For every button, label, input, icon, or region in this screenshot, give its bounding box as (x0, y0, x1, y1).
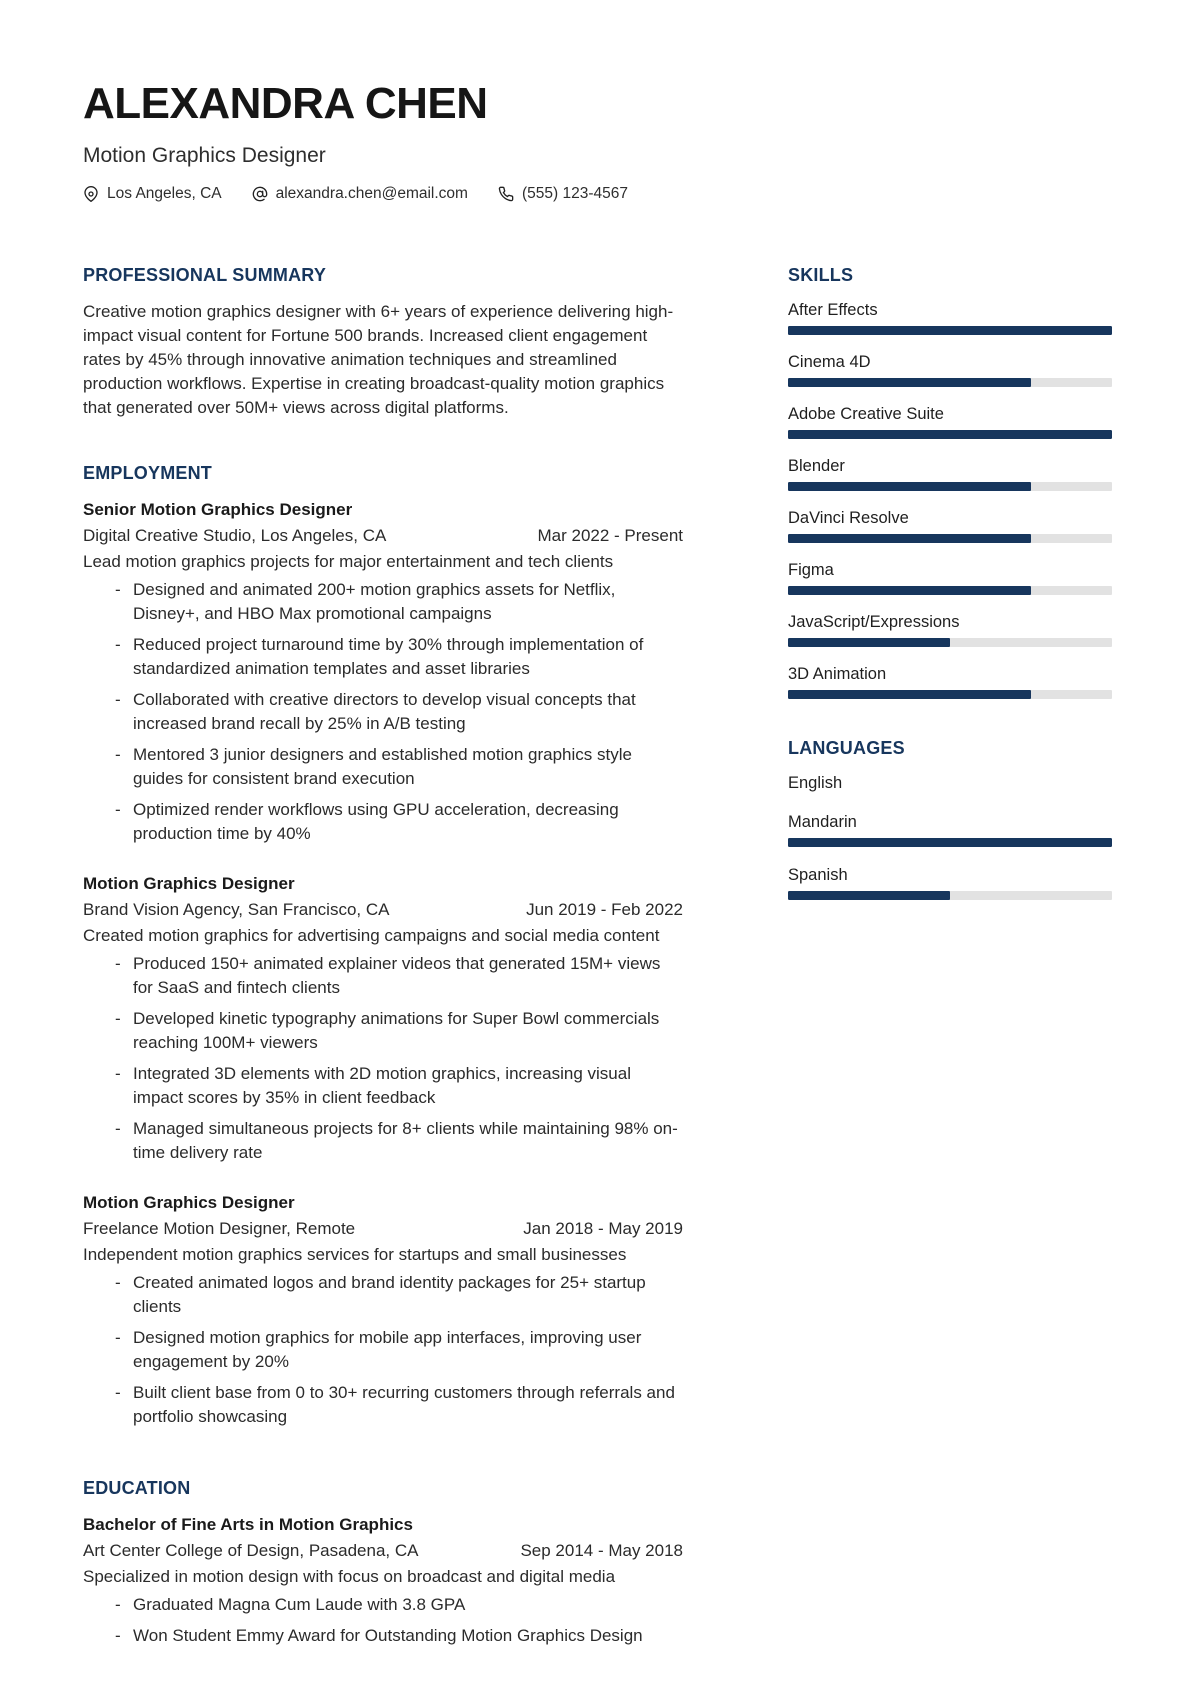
job-bullet-list (83, 578, 683, 846)
skill-item (788, 456, 1112, 491)
education-section (83, 1477, 683, 1648)
contact-phone-text: (555) 123-4567 (521, 185, 628, 202)
employment-heading: EMPLOYMENT (83, 463, 213, 483)
employment-section (83, 462, 683, 1429)
skill-label: Cinema 4D (788, 353, 871, 371)
skill-bar-track (788, 430, 1112, 439)
skill-item (788, 352, 1112, 387)
skill-bar-fill (788, 638, 950, 647)
job-meta (83, 524, 683, 548)
skill-item (788, 560, 1112, 595)
body-columns (83, 264, 1112, 1655)
job-title: Motion Graphics Designer (83, 1193, 295, 1212)
education-bullet: - Graduated Magna Cum Laude with 3.8 GPA (115, 1593, 683, 1617)
location-pin-icon (83, 186, 99, 202)
skill-item (788, 404, 1112, 439)
skill-item (788, 612, 1112, 647)
school-name: Art Center College of Design, Pasadena, CA (83, 1541, 419, 1560)
degree-title: Bachelor of Fine Arts in Motion Graphics (83, 1515, 413, 1534)
skill-label: Adobe Creative Suite (788, 405, 944, 423)
skill-bar-fill (788, 534, 1031, 543)
job-description: Lead motion graphics projects for major entertainment and tech clients (83, 552, 614, 571)
contact-phone (498, 184, 628, 204)
summary-section (83, 264, 683, 420)
job-description: Independent motion graphics services for startups and small businesses (83, 1245, 627, 1264)
side-column (788, 264, 1112, 1655)
language-label: English (788, 774, 843, 792)
education-bullet-list (83, 1593, 683, 1648)
language-item (788, 865, 1112, 900)
skill-bar-fill (788, 378, 1031, 387)
job-meta (83, 1217, 683, 1241)
education-entry (83, 1513, 683, 1648)
job-title: Senior Motion Graphics Designer (83, 500, 353, 519)
job-bullet: - Designed and animated 200+ motion graphics assets for Netflix, Disney+, and HBO Max promotional campaigns (115, 578, 683, 626)
languages-section (788, 737, 1112, 900)
job-entry (83, 1191, 683, 1429)
job-dates: Jun 2019 - Feb 2022 (526, 900, 683, 919)
skill-bar-track (788, 638, 1112, 647)
skill-bar-track (788, 586, 1112, 595)
education-meta (83, 1539, 683, 1563)
job-bullet-list (83, 952, 683, 1165)
skills-section (788, 264, 1112, 699)
skill-bar-track (788, 482, 1112, 491)
languages-heading: LANGUAGES (788, 738, 905, 758)
job-bullet: - Optimized render workflows using GPU acceleration, decreasing production time by 40% (115, 798, 683, 846)
skill-label: After Effects (788, 301, 878, 319)
skill-item (788, 300, 1112, 335)
job-description: Created motion graphics for advertising campaigns and social media content (83, 926, 660, 945)
education-bullet: - Won Student Emmy Award for Outstanding Motion Graphics Design (115, 1624, 683, 1648)
skill-label: 3D Animation (788, 665, 887, 683)
job-bullet: - Created animated logos and brand identity packages for 25+ startup clients (115, 1271, 683, 1319)
summary-heading: PROFESSIONAL SUMMARY (83, 265, 327, 285)
education-dates: Sep 2014 - May 2018 (520, 1541, 683, 1560)
skill-bar-fill (788, 430, 1112, 439)
job-title: Motion Graphics Designer (83, 874, 295, 893)
job-entry (83, 872, 683, 1165)
contact-row (83, 184, 1112, 204)
person-name: ALEXANDRA CHEN (83, 79, 488, 128)
job-company: Brand Vision Agency, San Francisco, CA (83, 900, 390, 919)
at-sign-icon (252, 186, 268, 202)
job-entry (83, 498, 683, 846)
phone-icon (498, 186, 514, 202)
skill-bar-fill (788, 690, 1031, 699)
contact-location-text: Los Angeles, CA (107, 185, 222, 202)
language-bar-track (788, 891, 1112, 900)
skill-bar-track (788, 326, 1112, 335)
job-bullet: - Built client base from 0 to 30+ recurring customers through referrals and portfolio showcasing (115, 1381, 683, 1429)
resume-header (83, 78, 1112, 204)
job-company: Freelance Motion Designer, Remote (83, 1219, 356, 1238)
skill-label: JavaScript/Expressions (788, 613, 960, 631)
language-label: Spanish (788, 866, 848, 884)
job-bullet: - Mentored 3 junior designers and established motion graphics style guides for consistent brand execution (115, 743, 683, 791)
job-bullet: - Developed kinetic typography animations for Super Bowl commercials reaching 100M+ viewers (115, 1007, 683, 1055)
skills-heading: SKILLS (788, 265, 854, 285)
skill-bar-track (788, 534, 1112, 543)
summary-text: Creative motion graphics designer with 6+ years of experience delivering high-impact visual content for Fortune 500 brands. Increased client engagement rates by 45% through innovative animation techniques and streamlined production workflows. Expertise in creating broadcast-quality motion graphics that generated over 50M+ views across digital platforms. (83, 302, 674, 417)
skill-bar-track (788, 378, 1112, 387)
person-job-title: Motion Graphics Designer (83, 144, 326, 167)
skill-bar-fill (788, 586, 1031, 595)
skill-bar-fill (788, 482, 1031, 491)
job-dates: Jan 2018 - May 2019 (523, 1219, 683, 1238)
job-bullet: - Integrated 3D elements with 2D motion graphics, increasing visual impact scores by 35% in client feedback (115, 1062, 683, 1110)
skill-item (788, 664, 1112, 699)
job-bullet: - Designed motion graphics for mobile app interfaces, improving user engagement by 20% (115, 1326, 683, 1374)
language-item (788, 773, 1112, 793)
education-heading: EDUCATION (83, 1478, 191, 1498)
language-label: Mandarin (788, 813, 857, 831)
language-bar-fill (788, 891, 950, 900)
job-meta (83, 898, 683, 922)
skill-label: Blender (788, 457, 845, 475)
job-company: Digital Creative Studio, Los Angeles, CA (83, 526, 387, 545)
job-bullet: - Reduced project turnaround time by 30% through implementation of standardized animation templates and asset libraries (115, 633, 683, 681)
main-column (83, 264, 683, 1655)
skill-bar-fill (788, 326, 1112, 335)
job-bullet: - Collaborated with creative directors to develop visual concepts that increased brand recall by 25% in A/B testing (115, 688, 683, 736)
education-description: Specialized in motion design with focus on broadcast and digital media (83, 1567, 616, 1586)
job-bullet: - Produced 150+ animated explainer videos that generated 15M+ views for SaaS and fintech clients (115, 952, 683, 1000)
job-bullet-list (83, 1271, 683, 1429)
language-bar-track (788, 838, 1112, 847)
contact-email-text: alexandra.chen@email.com (275, 185, 468, 202)
contact-location (83, 184, 222, 204)
job-dates: Mar 2022 - Present (537, 526, 683, 545)
skill-label: DaVinci Resolve (788, 509, 909, 527)
language-item (788, 812, 1112, 847)
skill-bar-track (788, 690, 1112, 699)
skill-item (788, 508, 1112, 543)
job-bullet: - Managed simultaneous projects for 8+ clients while maintaining 98% on-time delivery rate (115, 1117, 683, 1165)
contact-email (252, 184, 468, 204)
language-bar-fill (788, 838, 1112, 847)
skill-label: Figma (788, 561, 834, 579)
